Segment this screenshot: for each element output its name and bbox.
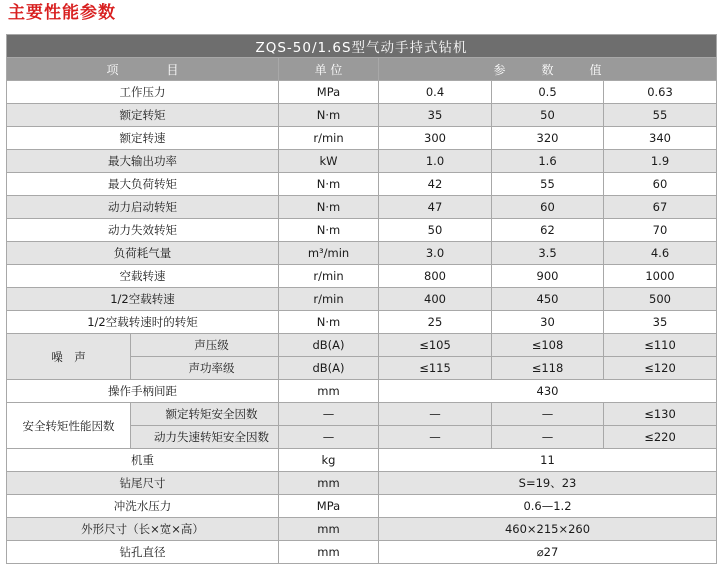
- row-name: 动力失速转矩安全因数: [131, 426, 279, 449]
- table-row: [7, 196, 717, 219]
- safety-group-label: 安全转矩性能因数: [7, 403, 131, 449]
- header-params: 参 数 值: [379, 58, 717, 81]
- row-name: 操作手柄间距: [7, 380, 279, 403]
- row-value: 11: [379, 449, 717, 472]
- row-value: —: [492, 426, 604, 449]
- row-value: 460×215×260: [379, 518, 717, 541]
- table-title: ZQS-50/1.6S型气动手持式钻机: [7, 35, 717, 58]
- row-value: 400: [379, 288, 492, 311]
- row-value: 60: [604, 173, 717, 196]
- row-name: 负荷耗气量: [7, 242, 279, 265]
- row-unit: kg: [279, 449, 379, 472]
- table-row: [7, 150, 717, 173]
- row-unit: MPa: [279, 495, 379, 518]
- row-value: 300: [379, 127, 492, 150]
- row-value: 42: [379, 173, 492, 196]
- spec-table: [6, 34, 717, 564]
- table-row: [7, 380, 717, 403]
- table-row: [7, 403, 717, 426]
- row-value: ≤108: [492, 334, 604, 357]
- row-value: 430: [379, 380, 717, 403]
- row-name: 最大负荷转矩: [7, 173, 279, 196]
- row-value: 800: [379, 265, 492, 288]
- row-value: 55: [604, 104, 717, 127]
- row-value: S=19、23: [379, 472, 717, 495]
- section-heading: 主要性能参数: [8, 3, 116, 23]
- row-unit: N·m: [279, 173, 379, 196]
- row-name: 机重: [7, 449, 279, 472]
- table-row: [7, 541, 717, 564]
- row-value: ≤105: [379, 334, 492, 357]
- row-value: ≤130: [604, 403, 717, 426]
- row-unit: dB(A): [279, 334, 379, 357]
- row-value: 0.5: [492, 81, 604, 104]
- row-value: 35: [604, 311, 717, 334]
- table-row: [7, 472, 717, 495]
- row-name: 冲洗水压力: [7, 495, 279, 518]
- table-title-row: [7, 35, 717, 58]
- row-value: 47: [379, 196, 492, 219]
- row-name: 1/2空载转速: [7, 288, 279, 311]
- row-name: 钻尾尺寸: [7, 472, 279, 495]
- table-row: [7, 242, 717, 265]
- row-name: 声压级: [131, 334, 279, 357]
- row-unit: m³/min: [279, 242, 379, 265]
- row-value: 0.63: [604, 81, 717, 104]
- row-unit: mm: [279, 518, 379, 541]
- header-unit: 单 位: [279, 58, 379, 81]
- row-value: 25: [379, 311, 492, 334]
- row-value: 62: [492, 219, 604, 242]
- table-row: [7, 173, 717, 196]
- row-value: ≤115: [379, 357, 492, 380]
- row-unit: mm: [279, 541, 379, 564]
- row-unit: N·m: [279, 104, 379, 127]
- row-value: 3.5: [492, 242, 604, 265]
- row-unit: kW: [279, 150, 379, 173]
- table-row: [7, 219, 717, 242]
- row-value: 30: [492, 311, 604, 334]
- row-value: 340: [604, 127, 717, 150]
- header-item: 项 目: [7, 58, 279, 81]
- row-value: 4.6: [604, 242, 717, 265]
- row-name: 动力启动转矩: [7, 196, 279, 219]
- row-name: 钻孔直径: [7, 541, 279, 564]
- row-value: 1.6: [492, 150, 604, 173]
- row-name: 额定转矩安全因数: [131, 403, 279, 426]
- row-value: ≤110: [604, 334, 717, 357]
- row-name: 最大输出功率: [7, 150, 279, 173]
- noise-group-label: 噪 声: [7, 334, 131, 380]
- row-value: 50: [492, 104, 604, 127]
- row-unit: mm: [279, 380, 379, 403]
- row-unit: r/min: [279, 127, 379, 150]
- row-name: 空载转速: [7, 265, 279, 288]
- table-row: [7, 81, 717, 104]
- row-value: 1.9: [604, 150, 717, 173]
- row-name: 1/2空载转速时的转矩: [7, 311, 279, 334]
- row-value: —: [492, 403, 604, 426]
- row-unit: dB(A): [279, 357, 379, 380]
- row-value: —: [379, 403, 492, 426]
- row-value: 3.0: [379, 242, 492, 265]
- table-row: [7, 127, 717, 150]
- row-value: 35: [379, 104, 492, 127]
- row-value: 320: [492, 127, 604, 150]
- row-value: 1000: [604, 265, 717, 288]
- row-name: 声功率级: [131, 357, 279, 380]
- row-value: ≤118: [492, 357, 604, 380]
- row-name: 额定转速: [7, 127, 279, 150]
- row-value: ⌀27: [379, 541, 717, 564]
- row-unit: N·m: [279, 219, 379, 242]
- row-unit: N·m: [279, 311, 379, 334]
- table-row: [7, 449, 717, 472]
- row-value: 1.0: [379, 150, 492, 173]
- row-unit: r/min: [279, 288, 379, 311]
- row-value: 0.6—1.2: [379, 495, 717, 518]
- row-name: 工作压力: [7, 81, 279, 104]
- row-value: 70: [604, 219, 717, 242]
- row-unit: r/min: [279, 265, 379, 288]
- row-value: 50: [379, 219, 492, 242]
- row-unit: MPa: [279, 81, 379, 104]
- row-value: 60: [492, 196, 604, 219]
- table-row: [7, 265, 717, 288]
- table-row: [7, 104, 717, 127]
- table-header-row: [7, 58, 717, 81]
- table-row: [7, 495, 717, 518]
- row-value: —: [379, 426, 492, 449]
- row-value: ≤220: [604, 426, 717, 449]
- row-value: 450: [492, 288, 604, 311]
- row-value: 67: [604, 196, 717, 219]
- row-value: 55: [492, 173, 604, 196]
- row-unit: —: [279, 426, 379, 449]
- table-row: [7, 518, 717, 541]
- row-name: 动力失效转矩: [7, 219, 279, 242]
- row-value: 0.4: [379, 81, 492, 104]
- table-row: [7, 334, 717, 357]
- table-row: [7, 288, 717, 311]
- table-row: [7, 311, 717, 334]
- row-value: ≤120: [604, 357, 717, 380]
- row-unit: mm: [279, 472, 379, 495]
- row-unit: N·m: [279, 196, 379, 219]
- row-value: 500: [604, 288, 717, 311]
- row-name: 外形尺寸（长×宽×高）: [7, 518, 279, 541]
- row-value: 900: [492, 265, 604, 288]
- row-name: 额定转矩: [7, 104, 279, 127]
- row-unit: —: [279, 403, 379, 426]
